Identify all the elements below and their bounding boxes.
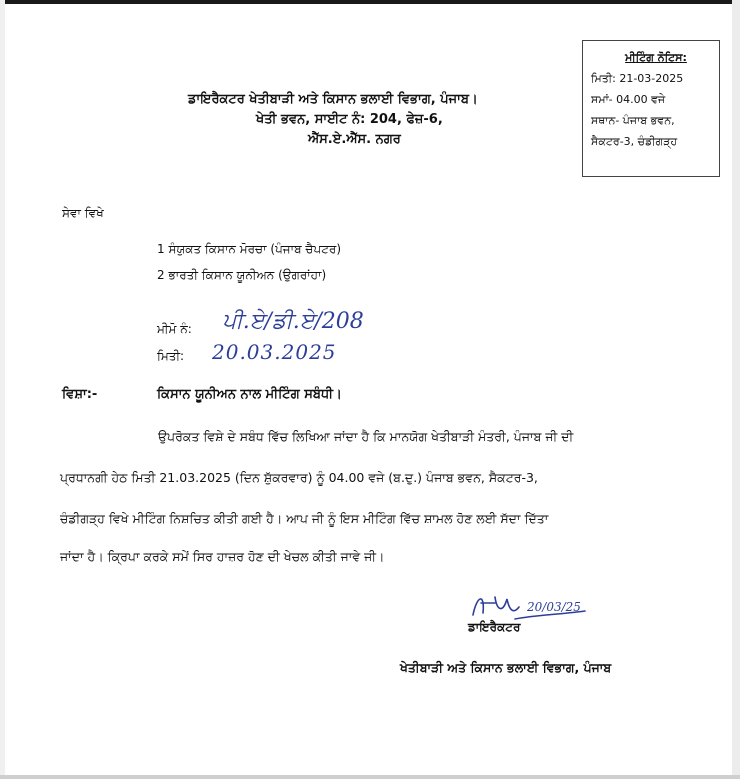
letterhead: [188, 90, 558, 150]
letterhead-line3: ਐੱਸ.ਏ.ਐੱਸ. ਨਗਰ: [308, 132, 401, 147]
body-line-2: ਪ੍ਰਧਾਨਗੀ ਹੇਠ ਮਿਤੀ 21.03.2025 (ਦਿਨ ਸ਼ੁੱਕਰਵਾਰ) ਨੂੰ 04.00 ਵਜੇ (ਬ.ਦੁ.) ਪੰਜਾਬ ਭਵਨ, ਸੈਕਟਰ-3,: [60, 470, 538, 485]
notice-place-line1: ਸਥਾਨ- ਪੰਜਾਬ ਭਵਨ,: [591, 114, 675, 127]
body-line-1: ਉਪਰੋਕਤ ਵਿਸ਼ੇ ਦੇ ਸਬੰਧ ਵਿੱਚ ਲਿਖਿਆ ਜਾਂਦਾ ਹੈ ਕਿ ਮਾਨਯੋਗ ਖੇਤੀਬਾੜੀ ਮੰਤਰੀ, ਪੰਜਾਬ ਜੀ ਦੀ: [158, 429, 574, 444]
left-border: [0, 0, 5, 779]
date-value: 20.03.2025: [212, 340, 337, 364]
top-border: [0, 0, 740, 4]
body-line-3: ਚੰਡੀਗੜ੍ਹ ਵਿਖੇ ਮੀਟਿੰਗ ਨਿਸ਼ਚਿਤ ਕੀਤੀ ਗਈ ਹੈ। ਆਪ ਜੀ ਨੂੰ ਇਸ ਮੀਟਿੰਗ ਵਿੱਚ ਸ਼ਾਮਲ ਹੋਣ ਲਈ ਸੱਦਾ ਦਿੱਤਾ: [60, 511, 549, 526]
right-border: [732, 0, 740, 779]
subject-label: ਵਿਸ਼ਾ:-: [62, 387, 98, 402]
memo-label: ਮੀਮੋ ਨੰ:: [157, 322, 192, 336]
recipient-1: 1 ਸੰਯੁਕਤ ਕਿਸਾਨ ਮੋਰਚਾ (ਪੰਜਾਬ ਚੈਪਟਰ): [157, 242, 342, 256]
signatory-department: ਖੇਤੀਬਾੜੀ ਅਤੇ ਕਿਸਾਨ ਭਲਾਈ ਵਿਭਾਗ, ਪੰਜਾਬ: [400, 660, 612, 675]
signature-date: 20/03/25: [527, 600, 581, 614]
recipient-2: 2 ਭਾਰਤੀ ਕਿਸਾਨ ਯੂਨੀਅਨ (ਉਗਰਾਂਹਾ): [157, 268, 327, 282]
meeting-notice-box: [582, 40, 720, 177]
notice-place-line2: ਸੈਕਟਰ-3, ਚੰਡੀਗੜ੍ਹ: [591, 135, 678, 148]
body-line-4: ਜਾਂਦਾ ਹੈ। ਕ੍ਰਿਪਾ ਕਰਕੇ ਸਮੇਂ ਸਿਰ ਹਾਜ਼ਰ ਹੋਣ ਦੀ ਖੇਚਲ ਕੀਤੀ ਜਾਵੇ ਜੀ।: [60, 549, 385, 564]
date-label: ਮਿਤੀ:: [157, 349, 185, 363]
notice-time: ਸਮਾਂ- 04.00 ਵਜੇ: [591, 93, 666, 106]
bottom-border: [0, 775, 740, 779]
notice-title: ਮੀਟਿੰਗ ਨੋਟਿਸ:: [625, 51, 687, 64]
letterhead-line1: ਡਾਇਰੈਕਟਰ ਖੇਤੀਬਾੜੀ ਅਤੇ ਕਿਸਾਨ ਭਲਾਈ ਵਿਭਾਗ, ਪੰਜਾਬ।: [188, 92, 478, 107]
memo-number: ਪੀ.ਏ/ਡੀ.ਏ/208: [222, 309, 364, 334]
signatory-title: ਡਾਇਰੈਕਟਰ: [468, 620, 521, 634]
letterhead-line2: ਖੇਤੀ ਭਵਨ, ਸਾਈਟ ਨੰ: 204, ਫੇਜ਼-6,: [256, 112, 443, 127]
salutation: ਸੇਵਾ ਵਿਖੇ: [62, 206, 104, 220]
subject-text: ਕਿਸਾਨ ਯੂਨੀਅਨ ਨਾਲ ਮੀਟਿੰਗ ਸਬੰਧੀ।: [157, 387, 342, 402]
notice-date: ਮਿਤੀ: 21-03-2025: [591, 72, 684, 85]
